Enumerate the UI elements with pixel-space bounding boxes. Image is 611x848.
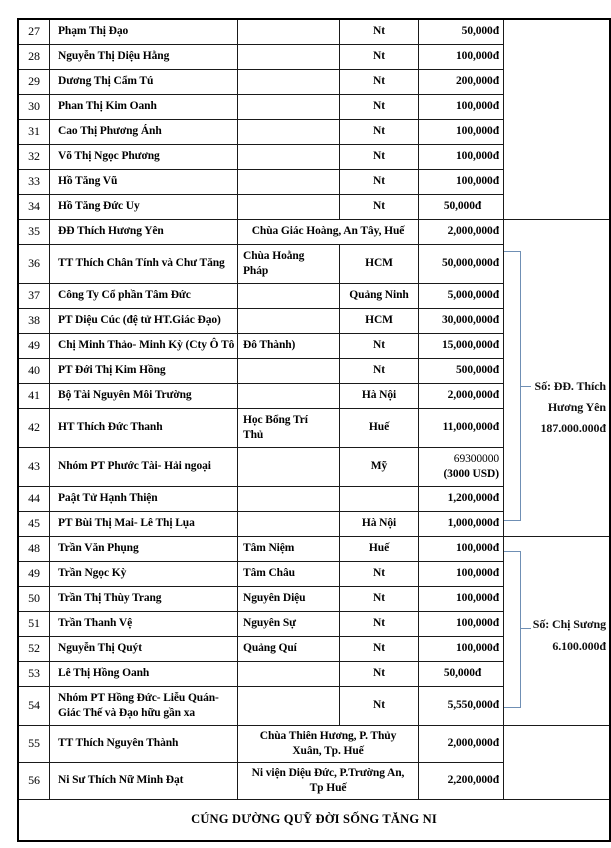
note-cell: Học Bổng Trí Thủ (238, 408, 340, 447)
donor-name-cell: Trần Ngọc Kỳ (50, 561, 238, 586)
note-cell (238, 447, 340, 486)
note-cell (238, 94, 340, 119)
table-row (18, 536, 610, 561)
row-number-cell: 31 (18, 119, 50, 144)
amount-cell: 100,000đ (419, 44, 504, 69)
location-cell: Nt (340, 661, 419, 686)
amount-cell: 50,000đ (419, 194, 504, 219)
row-number-cell: 49 (18, 561, 50, 586)
row-number-cell: 36 (18, 244, 50, 283)
note-cell (238, 358, 340, 383)
location-cell: HCM (340, 308, 419, 333)
amount-cell: 2,000,000đ (419, 383, 504, 408)
donation-table-body (18, 19, 610, 841)
donor-name-cell: TT Thích Chân Tính và Chư Tăng (50, 244, 238, 283)
location-cell: Huế (340, 408, 419, 447)
location-cell: Nt (340, 686, 419, 725)
location-cell: Nt (340, 611, 419, 636)
amount-cell: 5,550,000đ (419, 686, 504, 725)
location-cell: Huế (340, 536, 419, 561)
note-cell (238, 486, 340, 511)
note-cell (238, 511, 340, 536)
note-cell: Nguyên Diệu (238, 586, 340, 611)
donor-name-cell: Công Ty Cổ phần Tâm Đức (50, 283, 238, 308)
note-cell: Quảng Quí (238, 636, 340, 661)
note-cell: Chùa Hoằng Pháp (238, 244, 340, 283)
annotation-group (504, 537, 609, 725)
row-number-cell: 48 (18, 536, 50, 561)
location-cell: Nt (340, 194, 419, 219)
amount-vnd: 69300000 (453, 452, 499, 465)
location-cell: HCM (340, 244, 419, 283)
row-number-cell: 43 (18, 447, 50, 486)
amount-cell: 100,000đ (419, 94, 504, 119)
location-cell: Nt (340, 636, 419, 661)
row-number-cell: 50 (18, 586, 50, 611)
location-cell: Nt (340, 69, 419, 94)
row-number-cell: 42 (18, 408, 50, 447)
annotation-label: Số: Chị Sương 6.100.000đ (532, 616, 606, 653)
bracket-shape (504, 551, 521, 708)
row-number-cell: 41 (18, 383, 50, 408)
amount-cell: 30,000,000đ (419, 308, 504, 333)
row-number-cell: 35 (18, 219, 50, 244)
row-number-cell: 51 (18, 611, 50, 636)
amount-cell: 2,000,000đ (419, 219, 504, 244)
amount-cell: 50,000đ (419, 661, 504, 686)
donor-name-cell: Nhóm PT Hồng Đức- Liễu Quán- Giác Thế và Đạo hữu gần xa (50, 686, 238, 725)
footer-title: CÚNG DƯỜNG QUỸ ĐỜI SỐNG TĂNG NI (18, 799, 610, 841)
row-number-cell: 33 (18, 169, 50, 194)
amount-cell: 100,000đ (419, 636, 504, 661)
amount-cell: 2,200,000đ (419, 762, 504, 799)
location-cell: Hà Nội (340, 383, 419, 408)
location-cell: Nt (340, 44, 419, 69)
note-cell (238, 169, 340, 194)
note-location-merged-cell: Ni viện Diệu Đức, P.Trường An, Tp Huế (238, 762, 419, 799)
donor-name-cell: Hồ Tăng Vũ (50, 169, 238, 194)
donor-name-cell: Bộ Tài Nguyên Môi Trường (50, 383, 238, 408)
location-cell (340, 486, 419, 511)
table-row (18, 19, 610, 44)
annotation-column-cell (504, 725, 611, 799)
row-number-cell: 44 (18, 486, 50, 511)
location-cell: Nt (340, 358, 419, 383)
row-number-cell: 37 (18, 283, 50, 308)
donor-name-cell: Lê Thị Hồng Oanh (50, 661, 238, 686)
amount-cell: 100,000đ (419, 169, 504, 194)
amount-cell: 100,000đ (419, 144, 504, 169)
note-cell: Nguyên Sự (238, 611, 340, 636)
donor-name-cell: Chị Minh Thảo- Minh Kỳ (Cty Ô Tô (50, 333, 238, 358)
note-cell (238, 383, 340, 408)
row-number-cell: 54 (18, 686, 50, 725)
donor-name-cell: Paật Tử Hạnh Thiện (50, 486, 238, 511)
amount-cell: 100,000đ (419, 611, 504, 636)
donor-name-cell: Trần Văn Phụng (50, 536, 238, 561)
note-cell (238, 19, 340, 44)
note-cell: Tâm Châu (238, 561, 340, 586)
note-cell (238, 686, 340, 725)
row-number-cell: 30 (18, 94, 50, 119)
note-cell (238, 69, 340, 94)
annotation-column-cell (504, 536, 611, 725)
amount-cell: 100,000đ (419, 561, 504, 586)
row-number-cell: 29 (18, 69, 50, 94)
location-cell: Nt (340, 586, 419, 611)
donor-name-cell: PT Diệu Cúc (đệ tử HT.Giác Đạo) (50, 308, 238, 333)
amount-cell: 100,000đ (419, 119, 504, 144)
amount-cell: 11,000,000đ (419, 408, 504, 447)
note-location-merged-cell: Chùa Giác Hoàng, An Tây, Huế (238, 219, 419, 244)
location-cell: Nt (340, 561, 419, 586)
row-number-cell: 56 (18, 762, 50, 799)
annotation-column-cell (504, 19, 611, 219)
row-number-cell: 55 (18, 725, 50, 762)
location-cell: Nt (340, 19, 419, 44)
donor-name-cell: Hồ Tăng Đức Uy (50, 194, 238, 219)
amount-cell: 5,000,000đ (419, 283, 504, 308)
amount-cell: 100,000đ (419, 586, 504, 611)
note-cell (238, 194, 340, 219)
row-number-cell: 28 (18, 44, 50, 69)
donor-name-cell: Nhóm PT Phước Tài- Hải ngoại (50, 447, 238, 486)
amount-cell: 100,000đ (419, 536, 504, 561)
amount-cell: 200,000đ (419, 69, 504, 94)
donor-name-cell: Phan Thị Kim Oanh (50, 94, 238, 119)
row-number-cell: 49 (18, 333, 50, 358)
annotation-group (504, 220, 609, 536)
donor-name-cell: Võ Thị Ngọc Phương (50, 144, 238, 169)
note-cell (238, 308, 340, 333)
note-cell (238, 144, 340, 169)
amount-cell: 500,000đ (419, 358, 504, 383)
location-cell: Hà Nội (340, 511, 419, 536)
amount-cell: 50,000đ (419, 19, 504, 44)
amount-usd: (3000 USD) (443, 467, 499, 480)
donor-name-cell: HT Thích Đức Thanh (50, 408, 238, 447)
annotation-label: Số: ĐĐ. Thích Hương Yên 187.000.000đ (534, 378, 606, 435)
location-cell: Nt (340, 94, 419, 119)
row-number-cell: 27 (18, 19, 50, 44)
donor-name-cell: Nguyễn Thị Quýt (50, 636, 238, 661)
row-number-cell: 45 (18, 511, 50, 536)
note-cell (238, 119, 340, 144)
amount-cell: 1,000,000đ (419, 511, 504, 536)
donor-name-cell: PT Đới Thị Kim Hồng (50, 358, 238, 383)
location-cell: Nt (340, 119, 419, 144)
row-number-cell: 38 (18, 308, 50, 333)
note-cell (238, 661, 340, 686)
donor-name-cell: TT Thích Nguyên Thành (50, 725, 238, 762)
donation-table (17, 18, 611, 842)
annotation-column-cell (504, 219, 611, 536)
location-cell: Nt (340, 333, 419, 358)
donor-name-cell: Nguyễn Thị Diệu Hằng (50, 44, 238, 69)
row-number-cell: 40 (18, 358, 50, 383)
row-number-cell: 32 (18, 144, 50, 169)
note-cell: Tâm Niệm (238, 536, 340, 561)
table-row (18, 725, 610, 762)
amount-cell: 1,200,000đ (419, 486, 504, 511)
note-cell (238, 283, 340, 308)
row-number-cell: 34 (18, 194, 50, 219)
amount-cell: 50,000,000đ (419, 244, 504, 283)
amount-cell (419, 447, 504, 486)
donor-name-cell: PT Bùi Thị Mai- Lê Thị Lụa (50, 511, 238, 536)
location-cell: Mỹ (340, 447, 419, 486)
row-number-cell: 53 (18, 661, 50, 686)
donor-name-cell: Phạm Thị Đạo (50, 19, 238, 44)
row-number-cell: 52 (18, 636, 50, 661)
location-cell: Nt (340, 144, 419, 169)
donor-name-cell: Trần Thị Thùy Trang (50, 586, 238, 611)
bracket-shape (504, 251, 521, 521)
note-cell: Đô Thành) (238, 333, 340, 358)
note-location-merged-cell: Chùa Thiên Hương, P. Thủy Xuân, Tp. Huế (238, 725, 419, 762)
donor-name-cell: Dương Thị Cẩm Tú (50, 69, 238, 94)
amount-cell: 2,000,000đ (419, 725, 504, 762)
table-row (18, 219, 610, 244)
donor-name-cell: Ni Sư Thích Nữ Minh Đạt (50, 762, 238, 799)
donor-name-cell: ĐĐ Thích Hương Yên (50, 219, 238, 244)
note-cell (238, 44, 340, 69)
location-cell: Quảng Ninh (340, 283, 419, 308)
location-cell: Nt (340, 169, 419, 194)
donor-name-cell: Cao Thị Phương Ánh (50, 119, 238, 144)
amount-cell: 15,000,000đ (419, 333, 504, 358)
footer-row (18, 799, 610, 841)
donor-name-cell: Trần Thanh Vệ (50, 611, 238, 636)
